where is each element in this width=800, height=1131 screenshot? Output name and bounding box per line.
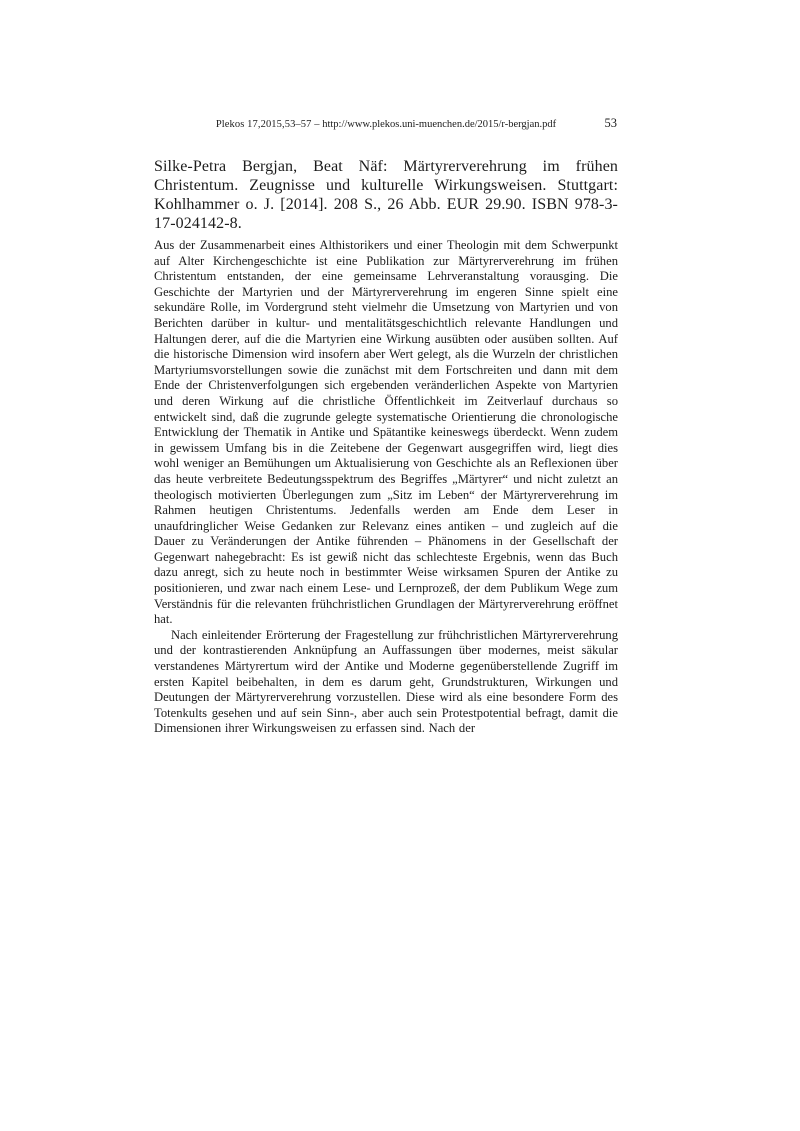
header-url-link[interactable]: http://www.plekos.uni-muenchen.de/2015/r-bergjan.pdf — [322, 119, 557, 130]
page-number: 53 — [604, 116, 617, 130]
page-header — [154, 118, 618, 132]
review-body — [154, 238, 618, 737]
paragraph-2: Nach einleitender Erörterung der Fragestellung zur frühchristlichen Märtyrerverehrung und der kontrastierenden Anknüpfung an Auffassungen über modernes, meist säkular verstandenes Märtyrertum wird der Antike und Moderne gegenüberstellende Zugriff im ersten Kapitel beibehalten, in dem es darum geht, Grundstrukturen, Wirkungen und Deutungen der Märtyrerverehrung vorzustellen. Diese wird als eine besondere Form des Totenkults gesehen und auf sein Sinn-, aber auch sein Protestpotential befragt, damit die Dimensionen ihrer Wirkungsweisen zu erfassen sind. Nach der — [154, 627, 618, 736]
paragraph-1: Aus der Zusammenarbeit eines Althistorikers und einer Theologin mit dem Schwerpunkt auf Alter Kirchengeschichte ist eine Publikation zur Märtyrerverehrung im frühen Christentum entstanden, der eine gemeinsame Lehrveranstaltung vorausging. Die Geschichte der Martyrien und der Märtyrerverehrung im engeren Sinne spielt eine sekundäre Rolle, im Vordergrund steht vielmehr die Umsetzung von Martyrien und von Berichten darüber in kultur- und mentalitätsgeschichtlich relevante Handlungen und Haltungen derer, auf die die Martyrien eine Wirkung ausübten oder ausüben sollten. Auf die historische Dimension wird insofern aber Wert gelegt, als die Wurzeln der christlichen Martyriumsvorstellungen sowie die zunächst mit dem Fortschreiten und dann mit dem Ende der Christenverfolgungen sich ergebenden veränderlichen Aspekte von Martyrien und deren Wirkung auf die christliche Öffentlichkeit im Zeitverlauf durchaus so entwickelt sind, daß die zugrunde gelegte systematische Orientierung die chronologische Entwicklung der Thematik in Antike und Spätantike keineswegs überdeckt. Wenn zudem in gewissem Umfang bis in die Zeitebene der Gegenwart ausgegriffen wird, liegt dies wohl weniger an Bemühungen um Aktualisierung von Geschichte als an Reflexionen über das heute verbreitete Bedeutungsspektrum des Begriffes „Märtyrer“ und nicht zuletzt an theologisch motivierten Überlegungen zum „Sitz im Leben“ der Märtyrerverehrung im Rahmen heutigen Christentums. Jedenfalls werden am Ende dem Leser in unaufdringlicher Weise Gedanken zur Relevanz eines antiken – und zugleich auf die Dauer zu Veränderungen der Antike führenden – Phänomens in der Gesellschaft der Gegenwart nahegebracht: Es ist gewiß nicht das schlechteste Ergebnis, wenn das Buch dazu anregt, sich zu heute noch in bestimmter Weise wirksamen Spuren der Antike zu positionieren, und zwar nach einem Lese- und Lernprozeß, der dem Publikum Wege zum Verständnis für die relevanten frühchristlichen Grundlagen der Märtyrerverehrung eröffnet hat. — [154, 238, 618, 627]
book-citation-title: Silke-Petra Bergjan, Beat Näf: Märtyrerverehrung im frühen Christentum. Zeugnisse und kulturelle Wirkungsweisen. Stuttgart: Kohlhammer o. J. [2014]. 208 S., 26 Abb. EUR 29.90. ISBN 978-3-17-024142-8. — [154, 158, 618, 232]
journal-citation: Plekos 17,2015,53–57 – — [215, 119, 320, 130]
text-block — [154, 118, 618, 737]
running-title — [216, 118, 556, 132]
